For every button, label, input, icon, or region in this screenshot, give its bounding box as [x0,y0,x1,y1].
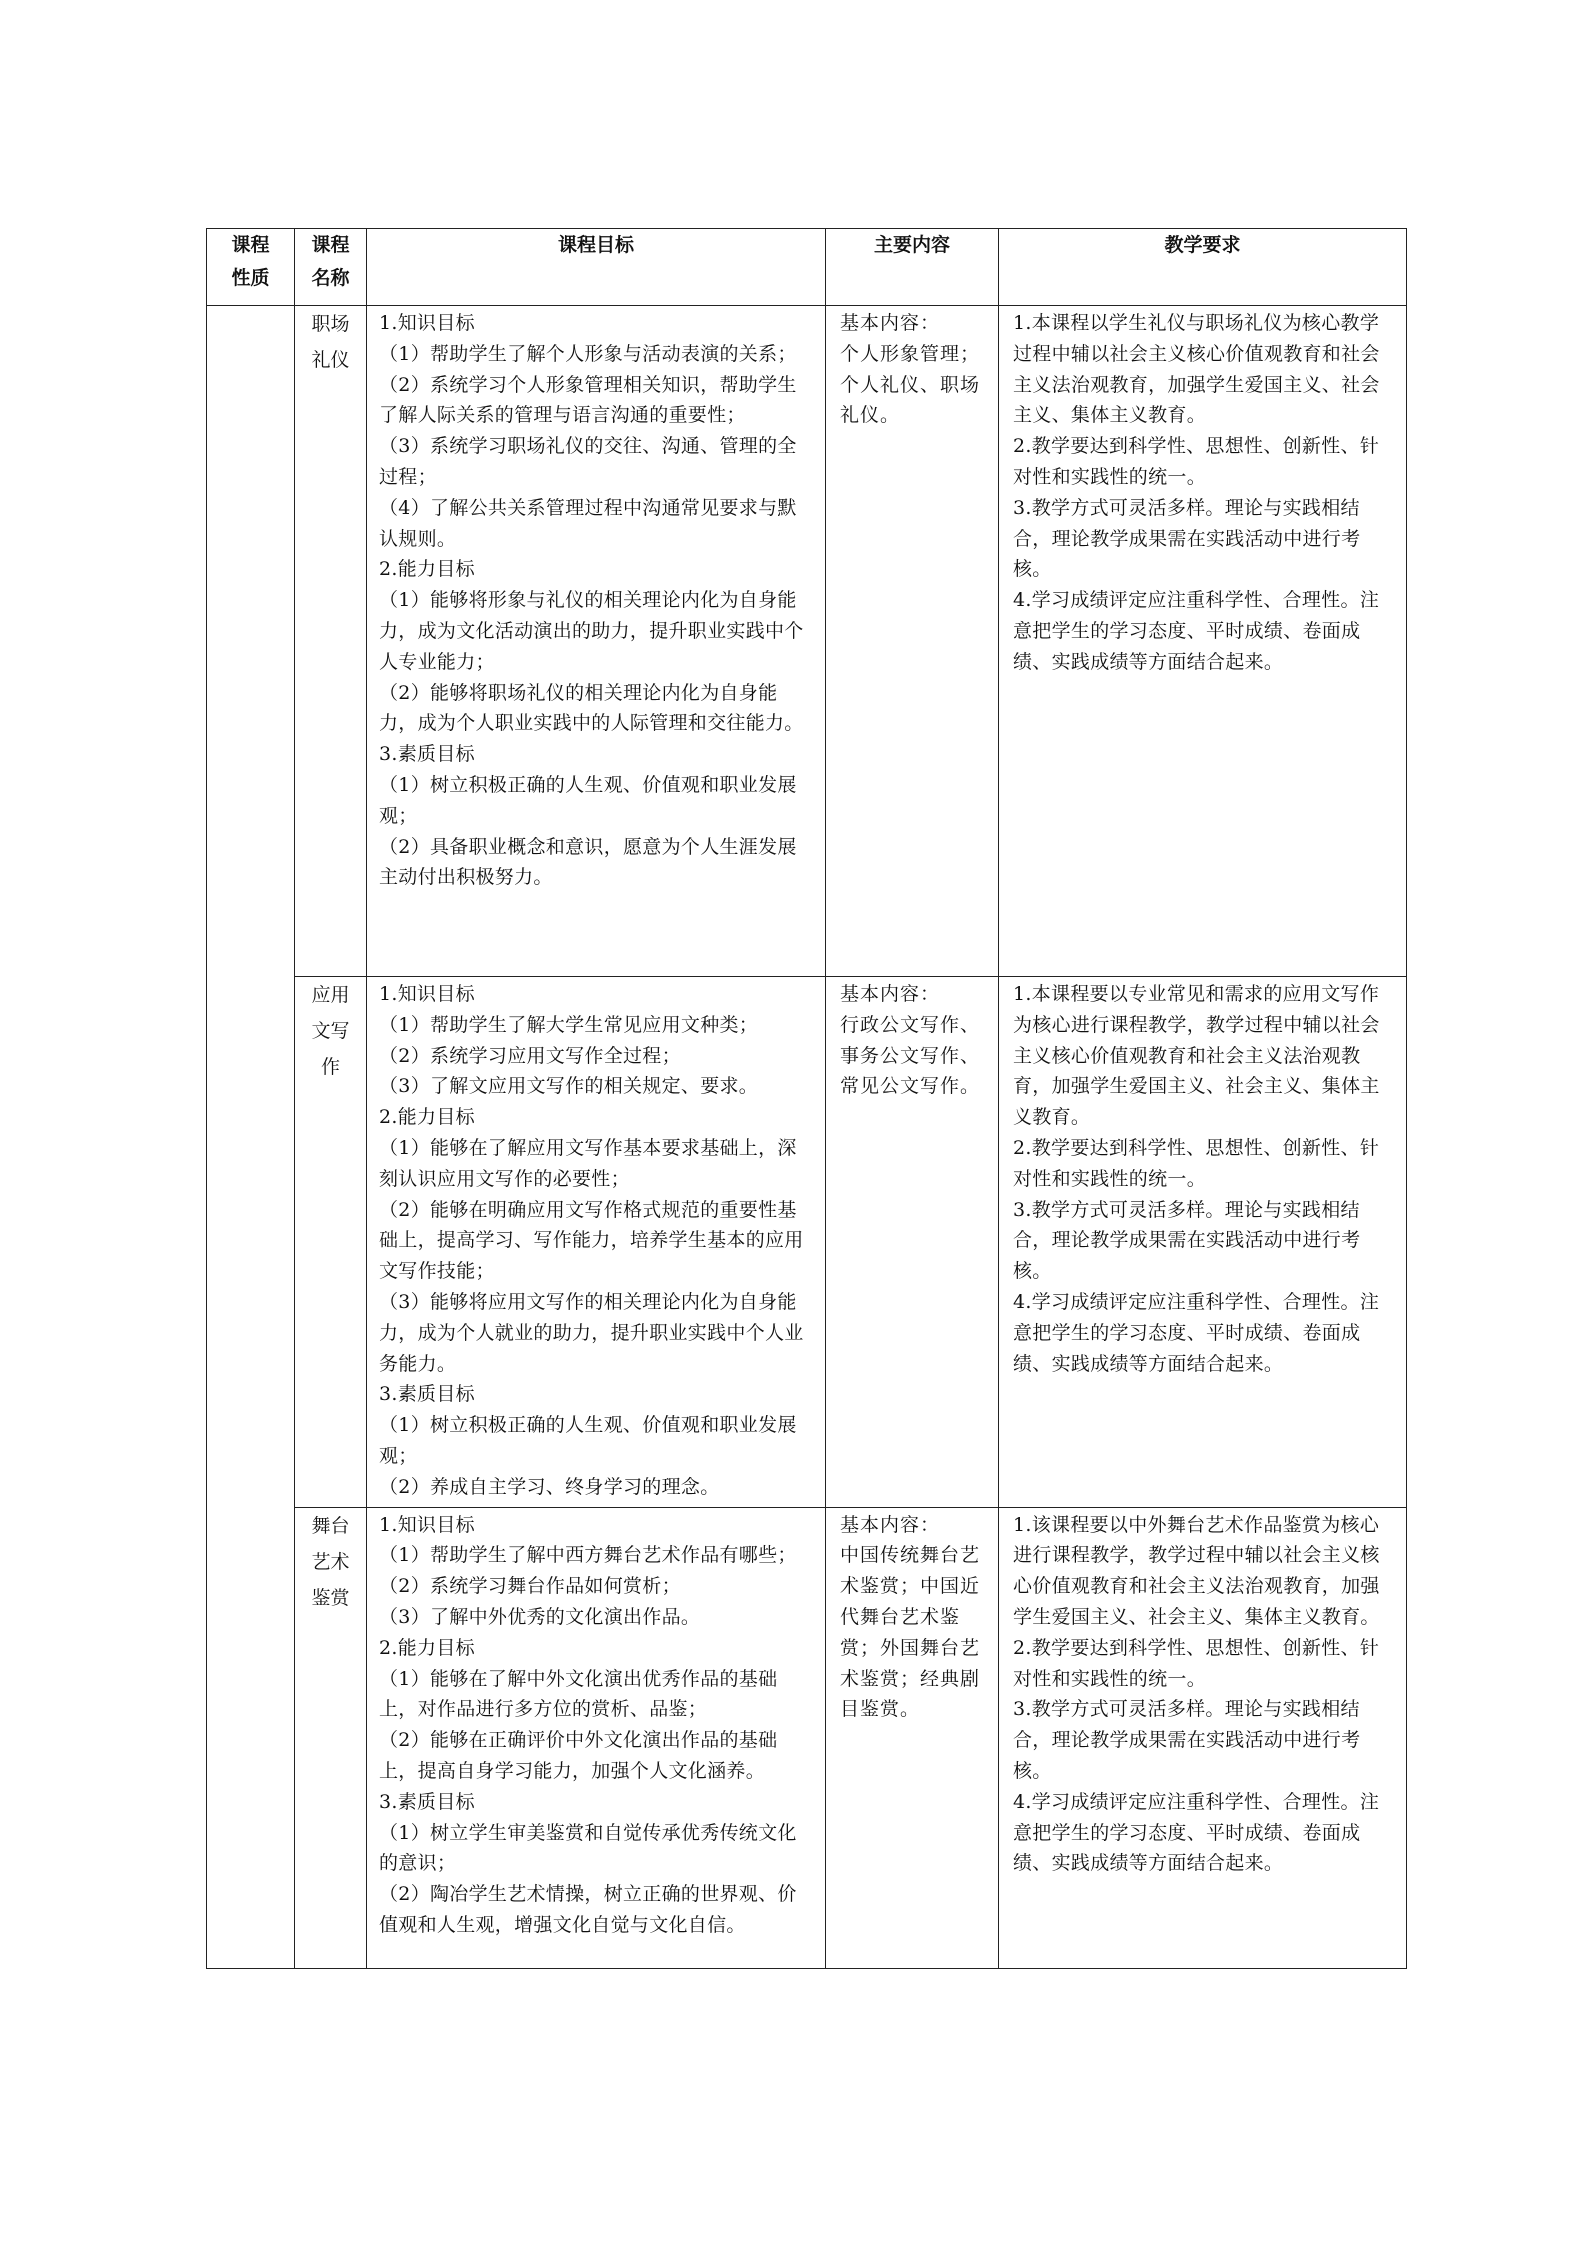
curriculum-table [206,228,1407,1969]
header-course-name: 课程名称 [295,229,367,306]
teaching-requirements-cell: 1.该课程要以中外舞台艺术作品鉴赏为核心进行课程教学，教学过程中辅以社会主义核心价值观教育和社会主义法治观教育，加强学生爱国主义、社会主义、集体主义教育。 2.教学要达到科学性、思想性、创新性、针对性和实践性的统一。 3.教学方式可灵活多样。理论与实践相结合，理论教学成果需在实践活动中进行考核。 4.学习成绩评定应注重科学性、合理性。注意把学生的学习态度、平时成绩、卷面成绩、实践成绩等方面结合起来。 [999,1507,1407,1968]
course-name-cell: 职场礼仪 [295,306,367,977]
header-course-nature: 课程性质 [207,229,295,306]
table-row [207,306,1407,977]
teaching-requirements-cell: 1.本课程要以专业常见和需求的应用文写作为核心进行课程教学，教学过程中辅以社会主义核心价值观教育和社会主义法治观教育，加强学生爱国主义、社会主义、集体主义教育。 2.教学要达到科学性、思想性、创新性、针对性和实践性的统一。 3.教学方式可灵活多样。理论与实践相结合，理论教学成果需在实践活动中进行考核。 4.学习成绩评定应注重科学性、合理性。注意把学生的学习态度、平时成绩、卷面成绩、实践成绩等方面结合起来。 [999,977,1407,1508]
main-content-cell: 基本内容： 行政公文写作、事务公文写作、常见公文写作。 [826,977,999,1508]
header-row [207,229,1407,306]
course-objectives-cell: 1.知识目标 （1）帮助学生了解个人形象与活动表演的关系； （2）系统学习个人形象管理相关知识，帮助学生了解人际关系的管理与语言沟通的重要性； （3）系统学习职场礼仪的交往、沟通、管理的全过程； （4）了解公共关系管理过程中沟通常见要求与默认规则。 2.能力目标 （1）能够将形象与礼仪的相关理论内化为自身能力，成为文化活动演出的助力，提升职业实践中个人专业能力； （2）能够将职场礼仪的相关理论内化为自身能力，成为个人职业实践中的人际管理和交往能力。 3.素质目标 （1）树立积极正确的人生观、价值观和职业发展观； （2）具备职业概念和意识，愿意为个人生涯发展主动付出积极努力。 [367,306,826,977]
table-row [207,977,1407,1508]
teaching-requirements-cell: 1.本课程以学生礼仪与职场礼仪为核心教学过程中辅以社会主义核心价值观教育和社会主义法治观教育，加强学生爱国主义、社会主义、集体主义教育。 2.教学要达到科学性、思想性、创新性、针对性和实践性的统一。 3.教学方式可灵活多样。理论与实践相结合，理论教学成果需在实践活动中进行考核。 4.学习成绩评定应注重科学性、合理性。注意把学生的学习态度、平时成绩、卷面成绩、实践成绩等方面结合起来。 [999,306,1407,977]
table-row [207,1507,1407,1968]
header-teaching-requirements: 教学要求 [999,229,1407,306]
course-name-cell: 应用文写作 [295,977,367,1508]
header-main-content: 主要内容 [826,229,999,306]
header-course-objectives: 课程目标 [367,229,826,306]
course-nature-cell [207,306,295,1969]
main-content-cell: 基本内容： 个人形象管理；个人礼仪、职场礼仪。 [826,306,999,977]
course-objectives-cell: 1.知识目标 （1）帮助学生了解中西方舞台艺术作品有哪些； （2）系统学习舞台作品如何赏析； （3）了解中外优秀的文化演出作品。 2.能力目标 （1）能够在了解中外文化演出优秀作品的基础上，对作品进行多方位的赏析、品鉴； （2）能够在正确评价中外文化演出作品的基础上，提高自身学习能力，加强个人文化涵养。 3.素质目标 （1）树立学生审美鉴赏和自觉传承优秀传统文化的意识； （2）陶冶学生艺术情操，树立正确的世界观、价值观和人生观，增强文化自觉与文化自信。 [367,1507,826,1968]
main-content-cell: 基本内容： 中国传统舞台艺术鉴赏；中国近代舞台艺术鉴赏；外国舞台艺术鉴赏；经典剧目鉴赏。 [826,1507,999,1968]
course-objectives-cell: 1.知识目标 （1）帮助学生了解大学生常见应用文种类； （2）系统学习应用文写作全过程； （3）了解文应用文写作的相关规定、要求。 2.能力目标 （1）能够在了解应用文写作基本要求基础上，深刻认识应用文写作的必要性； （2）能够在明确应用文写作格式规范的重要性基础上，提高学习、写作能力，培养学生基本的应用文写作技能； （3）能够将应用文写作的相关理论内化为自身能力，成为个人就业的助力，提升职业实践中个人业务能力。 3.素质目标 （1）树立积极正确的人生观、价值观和职业发展观； （2）养成自主学习、终身学习的理念。 [367,977,826,1508]
course-name-cell: 舞台艺术鉴赏 [295,1507,367,1968]
